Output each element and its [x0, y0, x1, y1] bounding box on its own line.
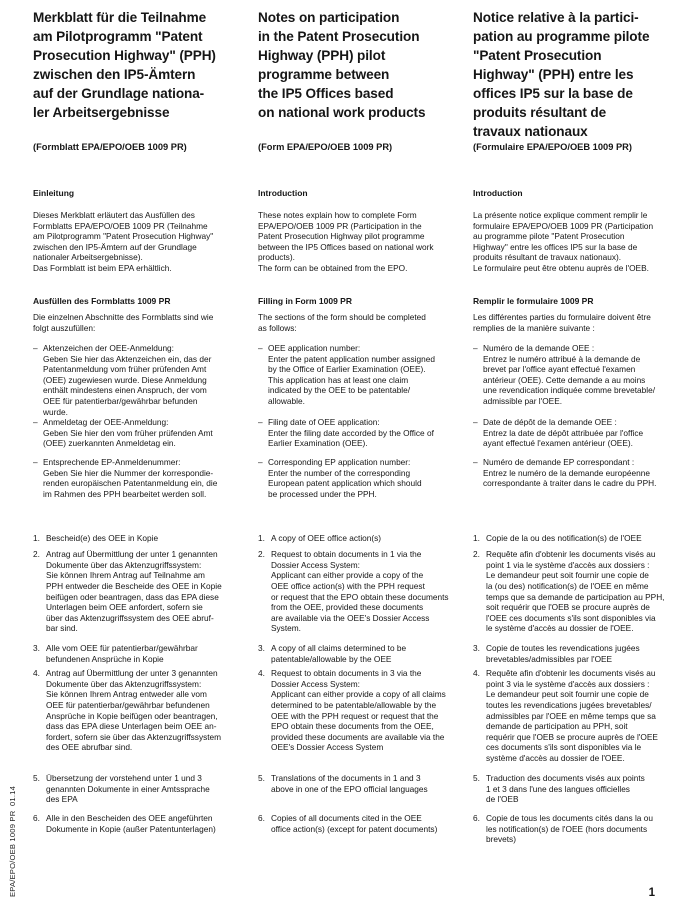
item-number: 4.: [258, 668, 265, 679]
numbered-item-text: Antrag auf Übermittlung der unter 1 genannten Dokumente über das Aktenzugriffssystem: Sie können Ihrem Antrag auf Teilnahme am PPH entweder die Bescheide des OEE in Kopie beifügen oder beantragen, dass das EPA diese Unterlagen beim OEE anfordert, sofern sie über das Aktenzugriffssystem des OEE abruf- bar sind.: [46, 549, 222, 634]
fill-intro-de: Die einzelnen Abschnitte des Formblatts sind wie folgt auszufüllen:: [33, 312, 214, 333]
dash-item: [33, 417, 258, 457]
form-ref-fr: (Formulaire EPA/EPO/OEB 1009 PR): [473, 142, 632, 152]
item-number: 4.: [33, 668, 40, 679]
numbered-item: [473, 668, 679, 773]
dash-item: [33, 343, 258, 417]
dash-item: [473, 417, 679, 457]
fill-intro-en: The sections of the form should be completed as follows:: [258, 312, 426, 333]
numbered-item: [473, 813, 679, 845]
numbered-item-text: Traduction des documents visés aux points 1 et 3 dans l'une des langues officielles de l'OEB: [486, 773, 645, 805]
numbered-item-text: Alle vom OEE für patentierbar/gewährbar befundenen Ansprüche in Kopie: [46, 643, 198, 664]
page-number: 1: [648, 887, 655, 899]
numbered-item: [258, 813, 473, 845]
title-en: Notes on participation in the Patent Prosecution Highway (PPH) pilot programme between the IP5 Offices based on national work products: [258, 10, 426, 120]
dash-item: [33, 457, 258, 533]
numbered-item: [258, 549, 473, 643]
intro-heading-de: Einleitung: [33, 188, 75, 198]
dash-item-text: Numéro de la demande OEE : Entrez le numéro attribué à la demande de brevet par l'office ayant effectué l'examen antérieur (OEE). Cette demande a au moins une revendication indiquée comme brevetable/ admissible par l'OEE.: [483, 343, 656, 406]
dash-marker: –: [258, 417, 263, 428]
numbered-item-text: Übersetzung der vorstehend unter 1 und 3 genannten Dokumente in einer Amtssprache des EPA: [46, 773, 210, 805]
item-number: 5.: [33, 773, 40, 784]
fill-heading-en: Filling in Form 1009 PR: [258, 296, 352, 306]
item-number: 2.: [258, 549, 265, 560]
numbered-item: [33, 773, 258, 813]
numbered-item: [33, 549, 258, 643]
dash-item: [473, 343, 679, 417]
numbered-item: [33, 533, 258, 549]
numbered-item: [33, 813, 258, 845]
dash-item-text: Filing date of OEE application: Enter the filing date accorded by the Office of Earlier Examination (OEE).: [268, 417, 434, 449]
title-de: Merkblatt für die Teilnahme am Pilotprogramm "Patent Prosecution Highway" (PPH) zwischen den IP5-Ämtern auf der Grundlage nationa- ler Arbeitsergebnisse: [33, 10, 216, 120]
dash-item: [258, 457, 473, 533]
item-number: 6.: [33, 813, 40, 824]
form-ref-en: (Form EPA/EPO/OEB 1009 PR): [258, 142, 393, 152]
numbered-item: [33, 668, 258, 773]
dash-item-text: Aktenzeichen der OEE-Anmeldung: Geben Sie hier das Aktenzeichen ein, das der Patentanmeldung vom früher prüfenden Amt (OEE) zugewiesen wurde. Diese Anmeldung enthält mindestens einen Anspruch, der vom OEE für patentierbar/gewährbar befunden wurde.: [43, 343, 212, 417]
fill-heading-fr: Remplir le formulaire 1009 PR: [473, 296, 594, 306]
dash-item-text: Corresponding EP application number: Enter the number of the corresponding European patent application which should be processed under the PPH.: [268, 457, 422, 499]
intro-text-de: Dieses Merkblatt erläutert das Ausfüllen des Formblatts EPA/EPO/OEB 1009 PR (Teilnahme am Pilotprogramm "Patent Prosecution Highway" zwischen den IP5-Ämtern auf der Grundlage nationaler Arbeitsergebnisse). Das Formblatt ist beim EPA erhältlich.: [33, 210, 214, 273]
dash-item: [258, 417, 473, 457]
dash-item-text: Entsprechende EP-Anmeldenummer: Geben Sie hier die Nummer der korrespondie- renden europäischen Patentanmeldung ein, die im Rahmen des PPH bearbeitet werden soll.: [43, 457, 218, 499]
numbered-item-text: A copy of all claims determined to be patentable/allowable by the OEE: [271, 643, 407, 664]
form-ref-de: (Formblatt EPA/EPO/OEB 1009 PR): [33, 142, 187, 152]
item-number: 1.: [258, 533, 265, 544]
dash-item-text: Date de dépôt de la demande OEE : Entrez la date de dépôt attribuée par l'office ayant effectué l'examen antérieur (OEE).: [483, 417, 644, 449]
dash-marker: –: [33, 457, 38, 468]
numbered-item-text: Copie de tous les documents cités dans la ou les notification(s) de l'OEE (hors documents brevets): [486, 813, 653, 845]
intro-heading-fr: Introduction: [473, 188, 523, 198]
item-number: 5.: [258, 773, 265, 784]
numbered-item: [473, 643, 679, 668]
item-number: 3.: [33, 643, 40, 654]
item-number: 3.: [258, 643, 265, 654]
intro-text-fr: La présente notice explique comment remplir le formulaire EPA/EPO/OEB 1009 PR (Participation au programme pilote "Patent Prosecution Highway" entre les offices IP5 sur la base de produits résultant de travaux nationaux). Le formulaire peut être obtenu auprès de l'OEB.: [473, 210, 654, 273]
item-number: 1.: [473, 533, 480, 544]
numbered-item: [258, 533, 473, 549]
numbered-item-text: Bescheid(e) des OEE in Kopie: [46, 533, 159, 544]
numbered-item: [33, 643, 258, 668]
dash-item-text: OEE application number: Enter the patent application number assigned by the Office of Earlier Examination (OEE). This application has at least one claim indicated by the OEE to be patentable/ allowable.: [268, 343, 435, 406]
numbered-item: [258, 643, 473, 668]
numbered-item: [473, 533, 679, 549]
numbered-item: [258, 773, 473, 813]
numbered-item-text: Antrag auf Übermittlung der unter 3 genannten Dokumente über das Aktenzugriffssystem: Sie können Ihrem Antrag entweder alle vom OEE für patentierbar/gewährbar befundenen Ansprüche in Kopie beifügen oder beantragen, dass das EPA diese Unterlagen beim OEE an- fordert, sofern sie über das Aktenzugriffssystem des OEE abrufbar sind.: [46, 668, 222, 753]
numbered-item-text: Copie de toutes les revendications jugées brevetables/admissibles par l'OEE: [486, 643, 640, 664]
numbered-item: [473, 549, 679, 643]
item-number: 1.: [33, 533, 40, 544]
item-number: 2.: [33, 549, 40, 560]
dash-marker: –: [473, 343, 478, 353]
item-number: 2.: [473, 549, 480, 560]
dash-marker: –: [258, 343, 263, 353]
dash-marker: –: [33, 417, 38, 428]
numbered-item-text: Request to obtain documents in 1 via the Dossier Access System: Applicant can either provide a copy of the OEE office action(s) with the PPH request or request that the EPO obtain these documents from the OEE, provided these documents are available via the OEE's Dossier Access System.: [271, 549, 449, 634]
numbered-item-text: A copy of OEE office action(s): [271, 533, 382, 544]
numbered-item-text: Copies of all documents cited in the OEE office action(s) (except for patent documents): [271, 813, 438, 834]
dash-marker: –: [33, 343, 38, 353]
numbered-item: [473, 773, 679, 813]
numbered-item: [258, 668, 473, 773]
item-number: 4.: [473, 668, 480, 679]
numbered-item-text: Request to obtain documents in 3 via the Dossier Access System: Applicant can either provide a copy of all claims determined to be patentable/allowable by the OEE with the PPH request or request that the EPO obtain these documents from the OEE, provided these documents are available via the OEE's Dossier Access System: [271, 668, 446, 753]
numbered-item-text: Requête afin d'obtenir les documents visés au point 3 via le système d'accès aux dossiers : Le demandeur peut soit fournir une copie de toutes les revendications jugées brevetables/ admissibles par l'OEE en même temps que sa demande de participation au PPH, soit requérir que l'OEB se procure auprès de l'OEE ces documents s'ils sont disponibles via le système d'accès au dossier de l'OEE.: [486, 668, 658, 763]
dash-item: [473, 457, 679, 533]
item-number: 3.: [473, 643, 480, 654]
document-reference-side-label: EPA/EPO/OEB 1009 PR 01.14: [8, 785, 17, 897]
title-fr: Notice relative à la partici- pation au programme pilote "Patent Prosecution Highway" (PPH) entre les offices IP5 sur la base de produits résultant de travaux nationaux: [473, 10, 650, 139]
numbered-item-text: Requête afin d'obtenir les documents visés au point 1 via le système d'accès aux dossiers : Le demandeur peut soit fournir une copie de la (ou des) notification(s) de l'OEE en même temps que sa demande de participation au PPH, soit requérir que l'OEB se procure auprès de l'OEE ces documents s'ils sont disponibles via le système d'accès au dossier de l'OEE.: [486, 549, 665, 634]
dash-marker: –: [258, 457, 263, 468]
dash-marker: –: [473, 417, 478, 428]
numbered-item-text: Alle in den Bescheiden des OEE angeführten Dokumente in Kopie (außer Patentunterlagen): [46, 813, 216, 834]
numbered-item-text: Copie de la ou des notification(s) de l'OEE: [486, 533, 642, 544]
dash-item-text: Anmeldetag der OEE-Anmeldung: Geben Sie hier den vom früher prüfenden Amt (OEE) zuerkannten Anmeldetag ein.: [43, 417, 213, 449]
intro-text-en: These notes explain how to complete Form EPA/EPO/OEB 1009 PR (Participation in the Patent Prosecution Highway pilot programme between the IP5 Offices based on national work products). The form can be obtained from the EPO.: [258, 210, 434, 273]
intro-heading-en: Introduction: [258, 188, 308, 198]
item-number: 6.: [473, 813, 480, 824]
dash-marker: –: [473, 457, 478, 468]
numbered-item-text: Translations of the documents in 1 and 3 above in one of the EPO official languages: [271, 773, 428, 794]
item-number: 5.: [473, 773, 480, 784]
dash-item: [258, 343, 473, 417]
dash-item-text: Numéro de demande EP correspondant : Entrez le numéro de la demande européenne correspondante à traiter dans le cadre du PPH.: [483, 457, 657, 489]
fill-heading-de: Ausfüllen des Formblatts 1009 PR: [33, 296, 171, 306]
item-number: 6.: [258, 813, 265, 824]
fill-intro-fr: Les différentes parties du formulaire doivent être remplies de la manière suivante :: [473, 312, 651, 333]
